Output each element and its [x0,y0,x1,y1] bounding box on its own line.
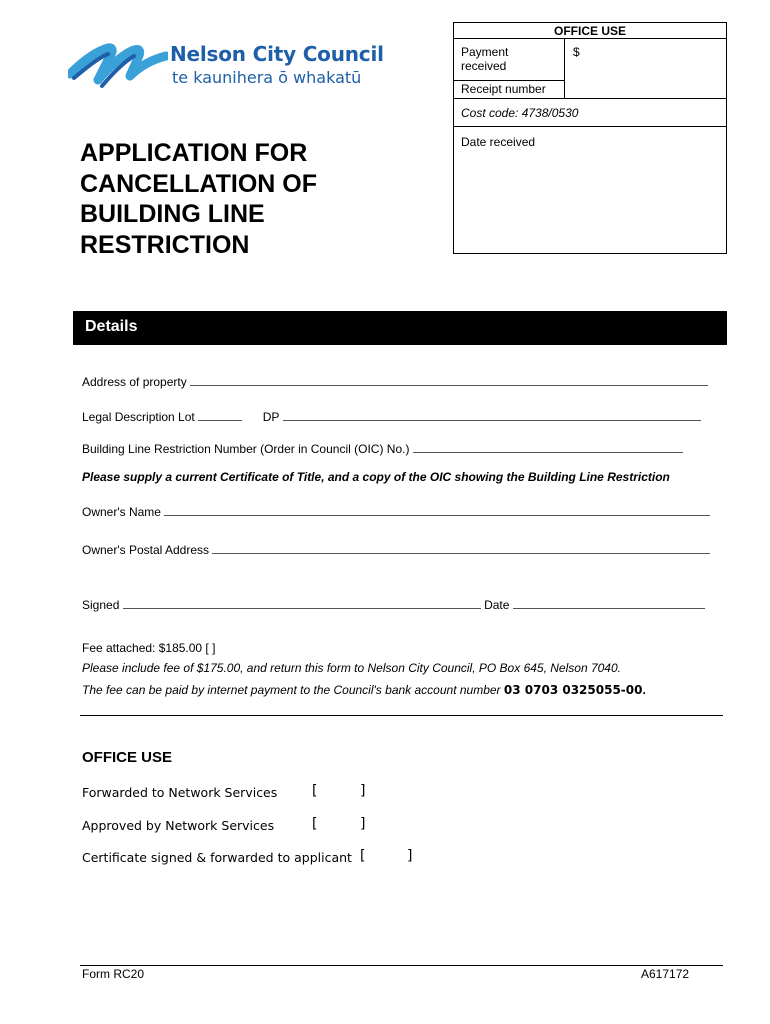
blr-row [82,442,683,456]
bracket-close: ] [407,848,413,864]
section-divider [80,715,723,716]
bracket-open: [ [360,848,366,864]
cost-code: Cost code: 4738/0530 [461,106,579,120]
column-divider [564,39,565,98]
bracket-close: ] [360,816,366,832]
blr-label: Building Line Restriction Number (Order in Council (OIC) No.) [82,442,410,456]
account-number: 03 0703 0325055-00 [503,683,643,697]
office-use-box [453,22,727,254]
bracket-open: [ [312,783,318,799]
document-number: A617172 [641,967,690,981]
dp-field[interactable] [283,411,701,421]
supply-note: Please supply a current Certificate of Title, and a copy of the OIC showing the Building Line Restriction [82,470,670,484]
address-label: Address of property [82,375,187,389]
logo-name: Nelson City Council [170,42,384,66]
office-item-label: Approved by Network Services [82,818,275,833]
owner-name-row [82,505,710,519]
office-use-heading: OFFICE USE [82,749,173,766]
fee-note: Please include fee of $175.00, and return this form to Nelson City Council, PO Box 645, Nelson 7040. [82,661,621,675]
legal-label: Legal Description Lot [82,410,195,424]
row-divider [454,80,564,81]
dp-label: DP [262,410,280,424]
date-field[interactable] [513,599,705,609]
details-heading: Details [85,318,138,335]
legal-row [82,410,701,424]
title-line: CANCELLATION OF [80,169,318,198]
lot-field[interactable] [198,411,242,421]
address-field[interactable] [190,376,708,386]
title-line: BUILDING LINE [80,200,265,228]
receipt-label: Receipt number [461,82,546,96]
page-title [80,138,410,260]
form-number: Form RC20 [82,967,145,981]
date-received-label: Date received [461,135,536,149]
payment-label: Payment received [461,45,509,73]
internet-note-row [82,683,646,697]
signed-label: Signed [82,598,120,612]
payment-section [454,39,726,99]
internet-note: The fee can be paid by internet payment to the Council's bank account number [82,683,501,697]
office-box-title: OFFICE USE [454,23,726,39]
office-item-label: Forwarded to Network Services [82,785,278,800]
owner-name-field[interactable] [164,506,710,516]
owner-postal-label: Owner's Postal Address [82,543,210,557]
address-row [82,375,708,389]
logo-tagline: te kaunihera ō whakatū [172,68,362,87]
cost-code-row [454,99,726,127]
blr-field[interactable] [413,443,683,453]
signature-row [82,598,705,612]
date-label: Date [484,598,510,612]
owner-postal-row [82,543,710,557]
council-swoosh-icon [68,38,168,100]
bracket-open: [ [312,816,318,832]
dollar-sign: $ [573,45,580,59]
bracket-close: ] [360,783,366,799]
footer-divider [80,965,723,966]
office-item-label: Certificate signed & forwarded to applicant [82,850,352,865]
details-heading-bar [73,311,727,345]
title-line: APPLICATION FOR [80,139,308,167]
owner-postal-field[interactable] [212,544,710,554]
owner-name-label: Owner's Name [82,505,161,519]
council-logo [68,38,384,108]
account-end: . [642,683,646,697]
signature-field[interactable] [123,599,481,609]
fee-attached: Fee attached: $185.00 [ ] [82,641,216,655]
title-line: RESTRICTION [80,230,250,259]
